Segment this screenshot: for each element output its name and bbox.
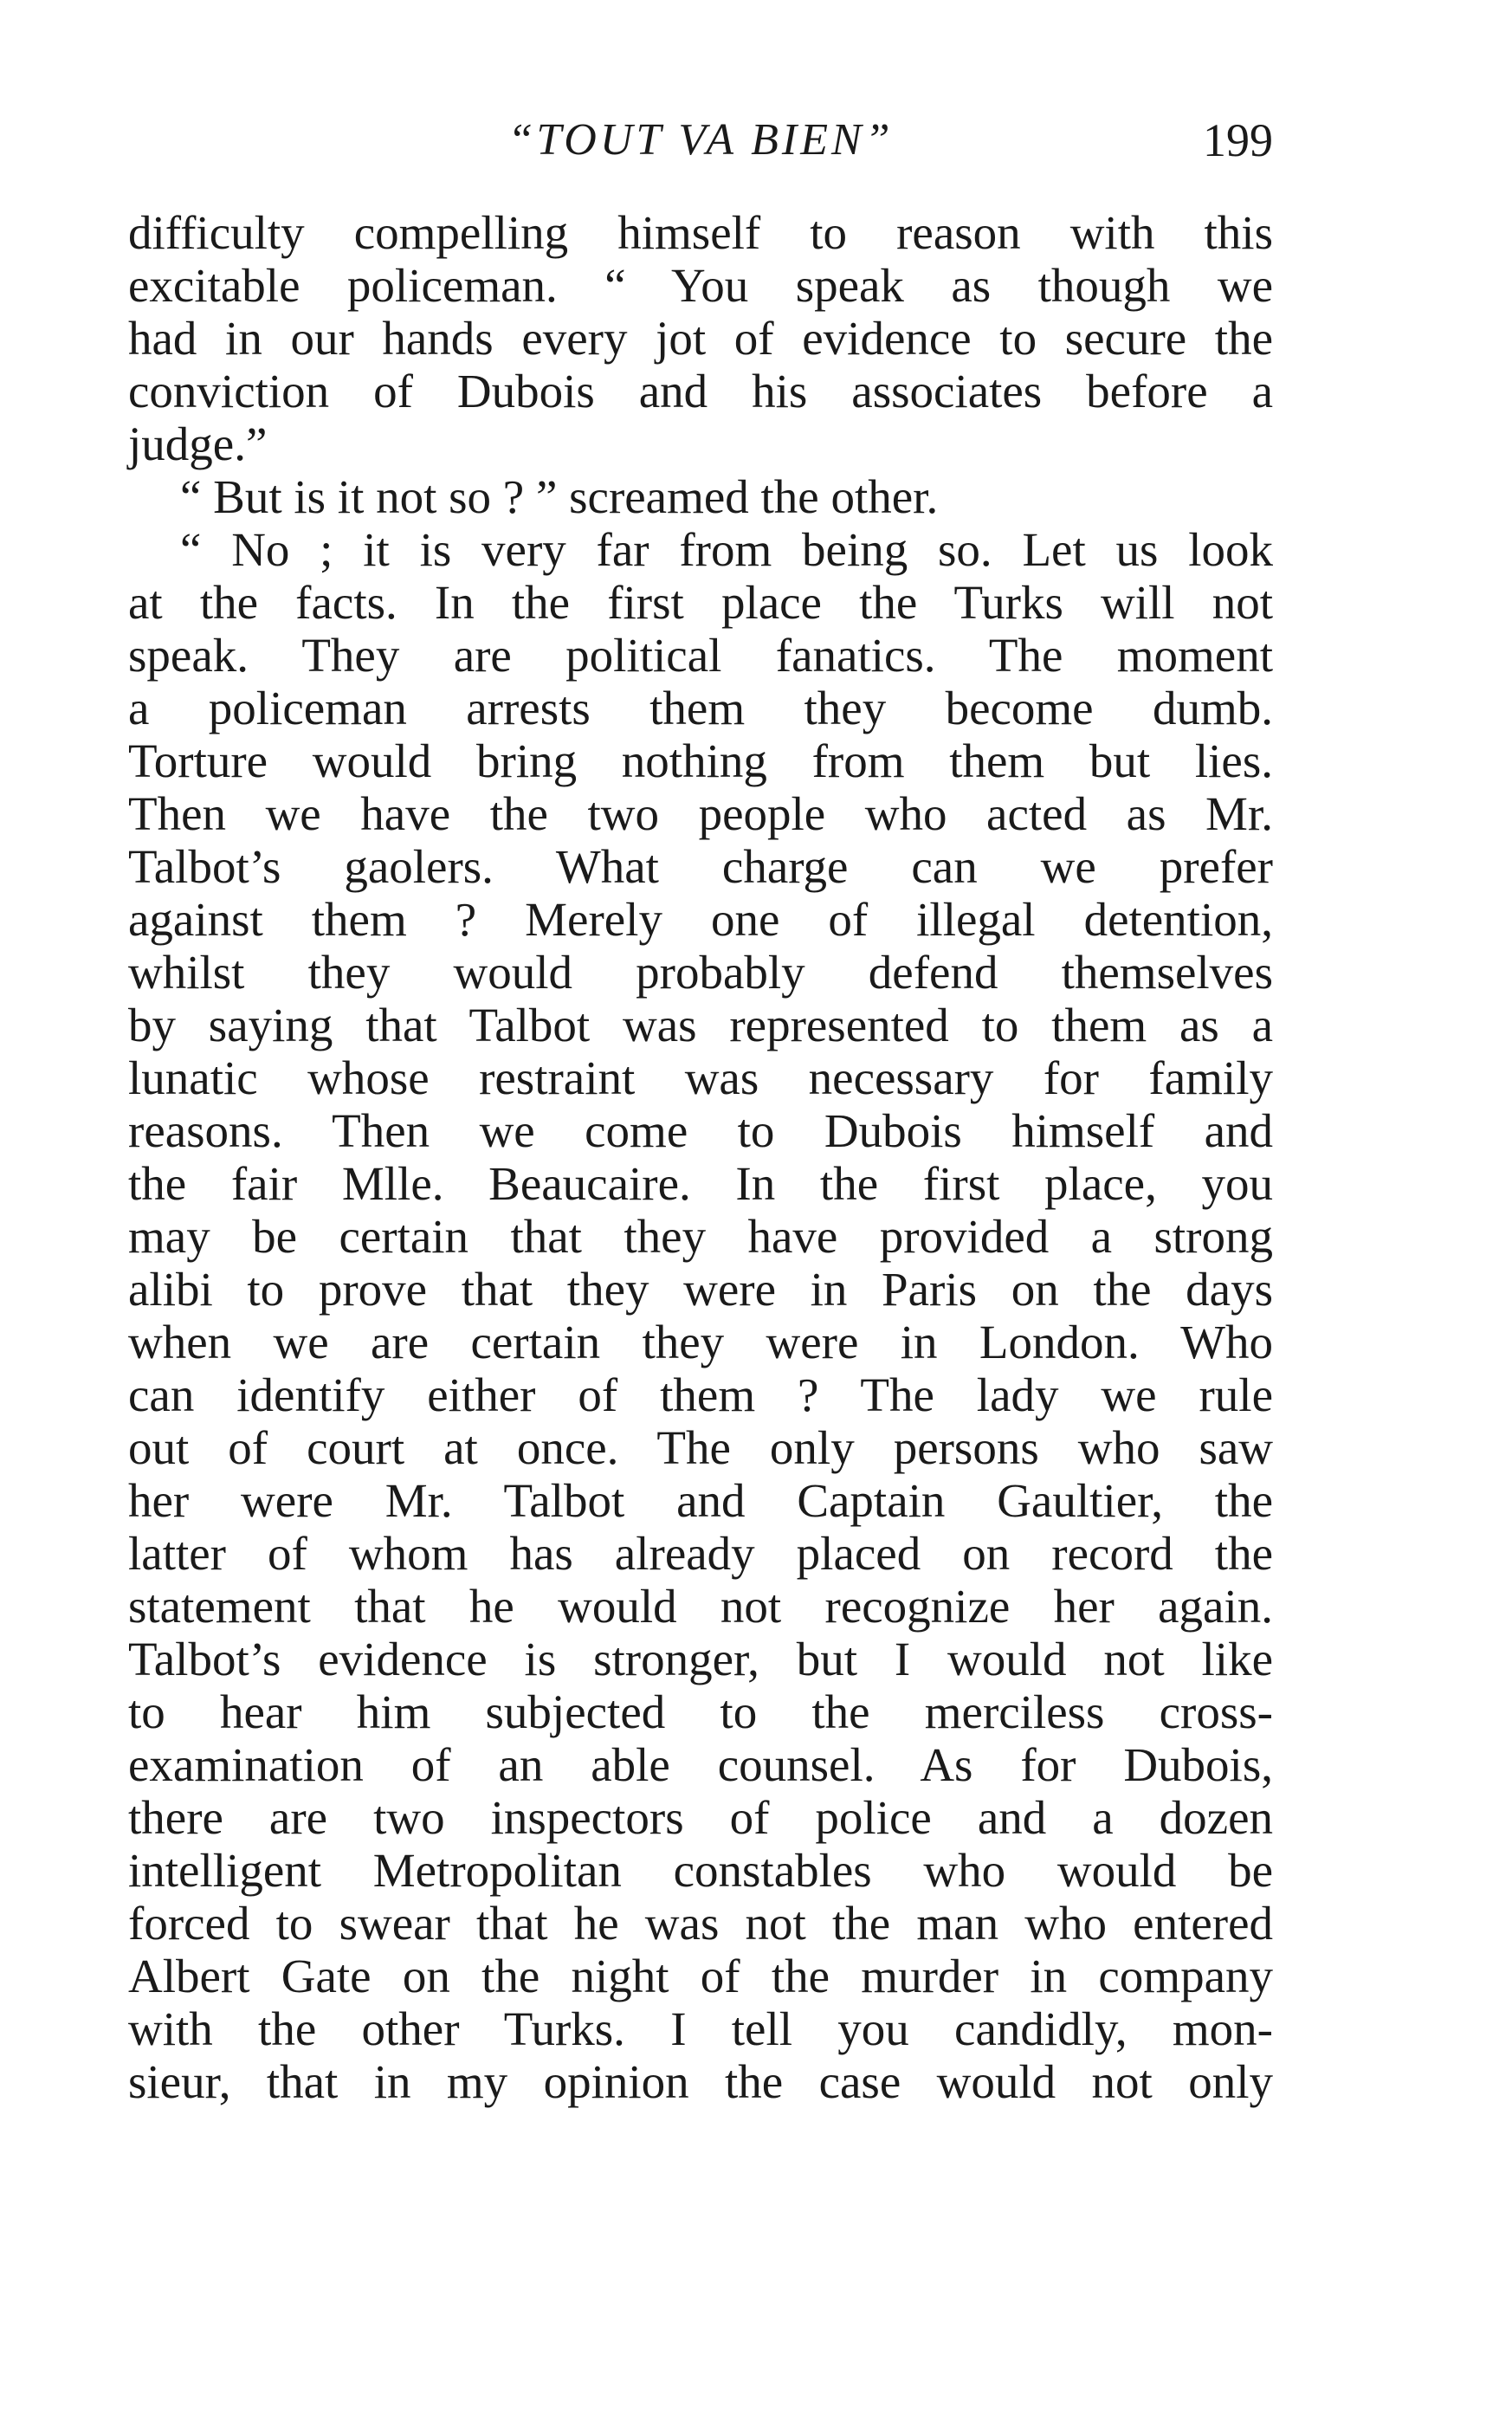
text-line: Albert Gate on the night of the murder in company — [128, 1950, 1273, 2002]
text-line: Torture would bring nothing from them but lies. — [128, 734, 1273, 787]
text-line: had in our hands every jot of evidence to secure the — [128, 312, 1273, 365]
text-line: speak. They are political fanatics. The moment — [128, 629, 1273, 682]
text-line: intelligent Metropolitan constables who would be — [128, 1844, 1273, 1897]
running-title: “TOUT VA BIEN” — [507, 115, 894, 165]
text-line: at the facts. In the first place the Turks will not — [128, 576, 1273, 629]
text-line: sieur, that in my opinion the case would not only — [128, 2055, 1273, 2108]
text-line: against them ? Merely one of illegal detention, — [128, 893, 1273, 946]
text-line: lunatic whose restraint was necessary for family — [128, 1051, 1273, 1104]
text-line: to hear him subjected to the merciless cross- — [128, 1685, 1273, 1738]
text-line: when we are certain they were in London. Who — [128, 1316, 1273, 1368]
text-line: Talbot’s evidence is stronger, but I would not like — [128, 1633, 1273, 1685]
text-line: “ No ; it is very far from being so. Let us look — [180, 523, 1273, 576]
text-line: examination of an able counsel. As for Dubois, — [128, 1738, 1273, 1791]
text-line: whilst they would probably defend themselves — [128, 946, 1273, 999]
text-line: excitable policeman. “ You speak as though we — [128, 259, 1273, 312]
text-line: reasons. Then we come to Dubois himself and — [128, 1104, 1273, 1157]
page-number: 199 — [1203, 114, 1273, 166]
text-line: can identify either of them ? The lady we rule — [128, 1368, 1273, 1421]
text-line: conviction of Dubois and his associates before a — [128, 365, 1273, 417]
text-line: by saying that Talbot was represented to them as a — [128, 999, 1273, 1051]
text-line: difficulty compelling himself to reason with this — [128, 206, 1273, 259]
text-line: Talbot’s gaolers. What charge can we prefer — [128, 840, 1273, 893]
text-line: “ But is it not so ? ” screamed the other. — [180, 470, 939, 523]
text-line: her were Mr. Talbot and Captain Gaultier, the — [128, 1474, 1273, 1527]
running-head — [128, 106, 1273, 175]
text-line: forced to swear that he was not the man who entered — [128, 1897, 1273, 1950]
text-line: Then we have the two people who acted as Mr. — [128, 787, 1273, 840]
text-line: may be certain that they have provided a strong — [128, 1210, 1273, 1263]
text-line: statement that he would not recognize her again. — [128, 1580, 1273, 1633]
text-line: there are two inspectors of police and a dozen — [128, 1791, 1273, 1844]
text-line: out of court at once. The only persons who saw — [128, 1421, 1273, 1474]
text-line: alibi to prove that they were in Paris on the days — [128, 1263, 1273, 1316]
text-line: with the other Turks. I tell you candidly, mon- — [128, 2002, 1273, 2055]
text-line: the fair Mlle. Beaucaire. In the first place, you — [128, 1157, 1273, 1210]
text-line: judge.” — [128, 417, 268, 470]
text-line: a policeman arrests them they become dumb. — [128, 682, 1273, 734]
body-text — [128, 206, 1273, 2108]
text-line: latter of whom has already placed on record the — [128, 1527, 1273, 1580]
